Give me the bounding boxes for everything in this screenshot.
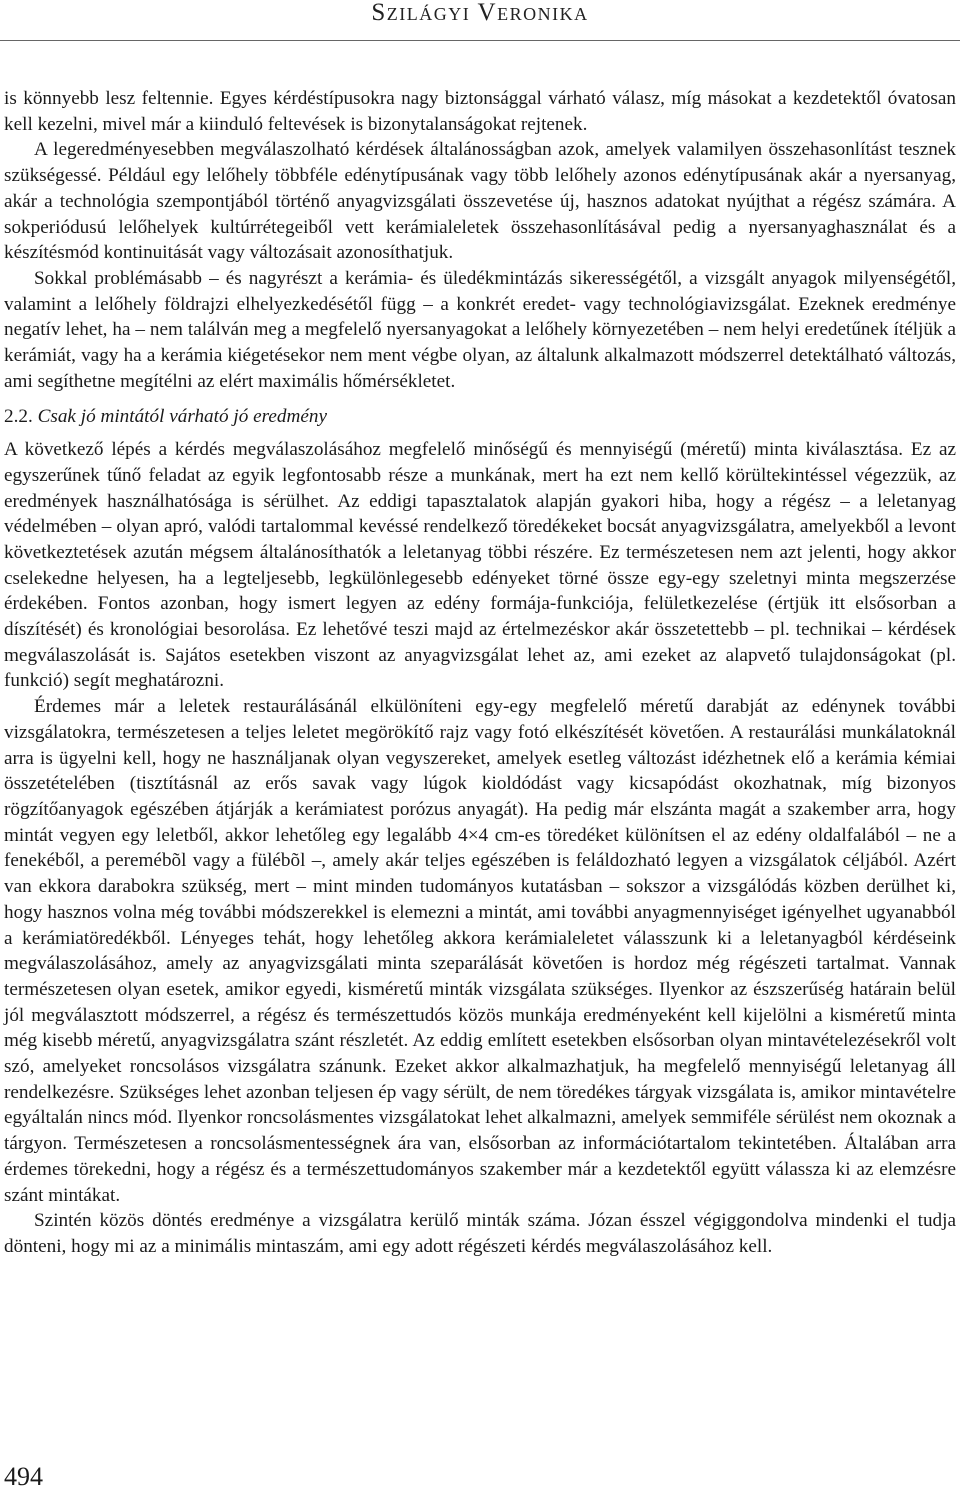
section-title: Csak jó mintától várható jó eredmény [37,406,327,428]
header-rule [0,40,960,41]
article-body [4,86,956,1260]
running-head: Szilágyi Veronika [371,0,589,26]
paragraph-4: A következő lépés a kérdés megválaszolásához megfelelő minőségű és mennyiségű (méretű) minta kiválasztása. Ez az egyszerűnek tűnő feladat az egyik legfontosabb része a munkának, mert ha ezt nem kellő körültekintéssel végezzük, az eredmények használhatósága is sérülhet. Az eddigi tapasztalatok alapján gyakori hiba, hogy a régész – a leletanyag védelmében – olyan apró, valódi tartalommal kevéssé rendelkező töredékeket bocsát anyagvizsgálatra, amelyekből a levont következtetések azután mégsem általánosíthatók a leletanyag többi részére. Ez természetesen nem azt jelenti, hogy akkor cselekedne helyesen, ha a legteljesebb, legkülönlegesebb edényeket törné össze egy-egy szeletnyi minta megszerzése érdekében. Fontos azonban, hogy ismert legyen az edény formája-funkciója, felületkezelése (értjük itt elsősorban a díszítését) és kronológiai besorolása. Ez lehetővé teszi majd az értelmezéskor akár összetettebb – pl. technikai – kérdések megválaszolását is. Sajátos esetekben viszont az anyagvizsgálat lehet az, ami ezeket az alapvető tulajdonságokat (pl. funkció) segít meghatározni. [4,439,956,692]
paragraph-1: is könnyebb lesz feltennie. Egyes kérdéstípusokra nagy biztonsággal várható válasz, míg másokat a kezdetektől óvatosan kell kezelni, mivel már a kiinduló feltevések is bizonytalanságokat rejtenek. [4,88,956,135]
paragraph-6: Szintén közös döntés eredménye a vizsgálatra kerülő minták száma. Józan ésszel végiggondolva mindenki el tudja dönteni, hogy mi az a minimális mintaszám, ami egy adott régészeti kérdés megválaszolásához kell. [4,1210,956,1257]
paragraph-2: A legeredményesebben megválaszolható kérdések általánosságban azok, amelyek valamilyen összehasonlítást tesznek szükségessé. Például egy lelőhely többféle edénytípusának vagy több lelőhely azonos edénytípusának akár a nyersanyag, akár a technológia szempontjából történő anyagvizsgálati összevetése új, hasznos adatokat nyújthat a régész számára. A sokperiódusú lelőhelyek kultúrrétegeiből vett kerámialeletek összehasonlításával pedig a nyersanyaghasználat és a készítésmód kontinuitását vagy változásait azonosíthatjuk. [4,139,956,264]
section-number: 2.2. [4,406,33,428]
page-number: 494 [4,1462,43,1491]
section-heading [4,404,956,430]
paragraph-3: Sokkal problémásabb – és nagyrészt a kerámia- és üledékmintázás sikerességétől, a vizsgált anyagok milyenségétől, valamint a lelőhely földrajzi elhelyezkedésétől függ – a konkrét eredet- vagy technológiavizsgálat. Ezeknek eredménye negatív lehet, ha – nem találván meg a megfelelő nyersanyagokat a lelőhely környezetében – nem helyi eredetűnek ítéljük a kerámiát, vagy ha a kerámia kiégetésekor nem ment végbe olyan, az általunk alkalmazott módszerrel detektálható változás, ami segíthetne megítélni az elért maximális hőmérsékletet. [4,267,956,392]
paragraph-5: Érdemes már a leletek restaurálásánál elkülöníteni egy-egy megfelelő méretű darabját az edénynek további vizsgálatokra, természetesen a teljes leletet megörökítő rajz vagy fotó elkészítését követően. A restaurálási munkálatoknál arra is ügyelni kell, hogy ne használjanak olyan vegyszereket, amelyek esetleg változást idézhetnek elő a kerámia kémiai összetételében (tisztításnál az erős savak vagy lúgok kioldódást vagy kicsapódást okozhatnak, míg bizonyos rögzítőanyagok egészében átjárják a kerámiatest porózus anyagát). Ha pedig már elszánta magát a szakember arra, hogy mintát vegyen egy leletből, akkor lehetőleg egy legalább 4×4 cm-es töredéket különítsen el az edény oldalfalából – ne a fenekéből, a peremébõl vagy a fülébõl –, amely akár teljes egészében is feláldozható legyen a vizsgálatok céljából. Azért van ekkora darabokra szükség, mert – mint minden tudományos kutatásban – sokszor a vizsgálódás közben derülhet ki, hogy hasznos volna még további módszerekkel is elemezni a mintát, ami további anyagmennyiséget igényelhet ugyanabból a kerámiatöredékből. Lényeges tehát, hogy lehetőleg akkora kerámialeletet válasszunk ki a leletanyagból kérdéseink megválaszolásához, amely az anyagvizsgálati minta szeparálását követően is hordoz még régészeti tartalmat. Vannak természetesen olyan esetek, amikor egyedi, kisméretű minták vizsgálata szükséges. Ilyenkor az észszerűség határain belül jól megválasztott módszerrel, a régész és természettudós közös munkája eredményeként kell kijelölni a kisméretű minta még kisebb méretű, anyagvizsgálatra szánt részletét. Az eddig említett esetekben elsősorban olyan mintavételezésekről volt szó, amelyeket roncsolásos vizsgálatra szánunk. Ezeket akkor alkalmazhatjuk, ha megfelelő mennyiségű leletanyag áll rendelkezésre. Szükséges lehet azonban teljesen ép vagy sérült, de nem töredékes tárgyak vizsgálata is, amikor mintavételre egyáltalán nincs mód. Ilyenkor roncsolásmentes vizsgálatokat lehet alkalmazni, amelyek semmiféle sérülést nem okoznak a tárgyon. Természetesen a roncsolásmentességnek ára van, elsősorban az információtartalom tekintetében. Általában arra érdemes törekedni, hogy a régész és a természettudományos szakember már a kezdetektől együtt válassza ki az elemzésre szánt mintákat. [4,696,956,1206]
